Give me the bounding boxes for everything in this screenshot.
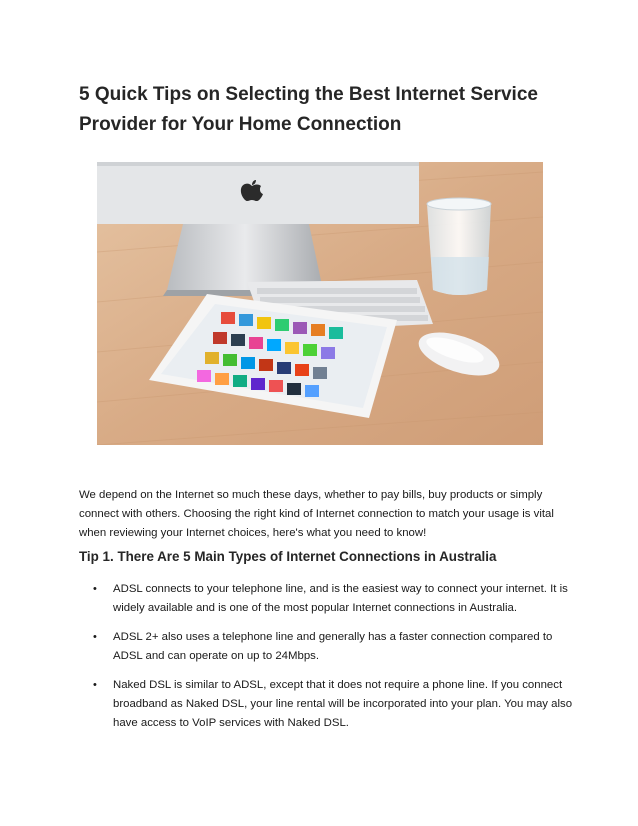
bullet-icon: • [93,679,97,691]
list-item [0,580,638,618]
document-title: 5 Quick Tips on Selecting the Best Internet Service Provider for Your Home Connection [79,84,538,135]
bullet-icon: • [93,583,97,595]
list-item-text: ADSL 2+ also uses a telephone line and generally has a faster connection compared to ADSL and can operate on up to 24Mbps. [113,631,553,662]
intro-paragraph: We depend on the Internet so much these days, whether to pay bills, buy products or simply connect with others. Choosing the right kind of Internet connection to match your usage is vital when reviewing your Internet choices, here's what you need to know! [79,489,554,539]
list-item-text: Naked DSL is similar to ADSL, except that it does not require a phone line. If you connect broadband as Naked DSL, your line rental will be incorporated into your plan. You may also have access to VoIP services with Naked DSL. [113,679,573,729]
tip1-heading: Tip 1. There Are 5 Main Types of Internet Connections in Australia [79,549,497,564]
desk-photo [97,162,543,445]
list-item [0,628,638,666]
list-item [0,676,638,733]
bullet-icon: • [93,631,97,643]
connection-types-list [0,580,638,743]
desk-photo-illustration [97,162,543,445]
list-item-text: ADSL connects to your telephone line, and is the easiest way to connect your internet. It is widely available and is one of the most popular Internet connections in Australia. [113,583,568,614]
